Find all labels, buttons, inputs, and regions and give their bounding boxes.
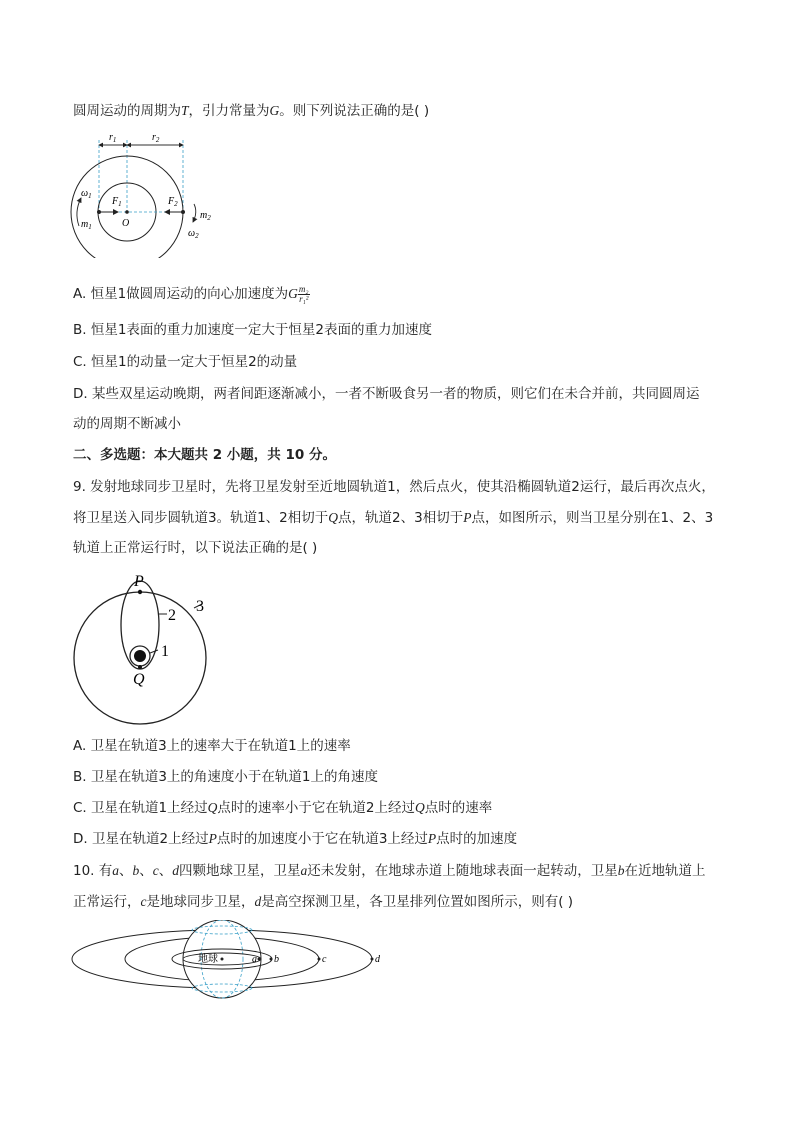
q8-stem-part: 圆周运动的周期为 bbox=[73, 103, 181, 119]
q10-stem-line2 bbox=[73, 892, 573, 912]
O-label: O bbox=[122, 218, 130, 229]
omega2-arrow bbox=[193, 204, 196, 222]
center-O bbox=[125, 210, 129, 214]
Q-label: Q bbox=[133, 671, 145, 688]
satellite-b bbox=[270, 958, 273, 961]
q9-option-D bbox=[73, 829, 517, 849]
star-m1 bbox=[97, 210, 101, 214]
q10-stem-part: 是高空探测卫星，各卫星排列位置如图所示，则有( ) bbox=[261, 894, 574, 910]
fraction-denominator: r₁² bbox=[299, 293, 309, 304]
q8-option-C: C. 恒星1的动量一定大于恒星2的动量 bbox=[73, 354, 298, 370]
F1-label: $F_1$ bbox=[112, 196, 122, 208]
var-a: a bbox=[112, 863, 120, 878]
fraction-numerator: m₂ bbox=[298, 283, 309, 294]
q9-stem-line1: 9. 发射地球同步卫星时，先将卫星发射至近地圆轨道1，然后点火，使其沿椭圆轨道2运行，最后再次点火， bbox=[73, 479, 715, 495]
orbit-transfer-figure bbox=[70, 570, 220, 725]
option-text: 点时的加速度 bbox=[436, 831, 518, 847]
omega1-label: $\omega_1$ bbox=[81, 188, 92, 200]
var-Q: Q bbox=[328, 510, 339, 525]
var-P: P bbox=[208, 831, 217, 846]
option-text: D. 卫星在轨道2上经过 bbox=[73, 831, 209, 847]
q9-stem-part: 点，如图所示，则当卫星分别在1、2、3 bbox=[471, 510, 714, 526]
var-a: a bbox=[300, 863, 308, 878]
q8-option-A bbox=[73, 284, 310, 304]
q8-option-B: B. 恒星1表面的重力加速度一定大于恒星2表面的重力加速度 bbox=[73, 322, 433, 338]
q9-option-C bbox=[73, 798, 492, 818]
separator: 、 bbox=[158, 863, 173, 879]
satellite-a bbox=[258, 958, 261, 961]
d-label: d bbox=[375, 954, 380, 965]
point-P bbox=[138, 590, 142, 594]
option-text: C. 卫星在轨道1上经过 bbox=[73, 800, 208, 816]
point-Q bbox=[138, 665, 142, 669]
var-G: G bbox=[269, 103, 280, 118]
m2-label: $m_2$ bbox=[200, 210, 211, 222]
F2-label: $F_2$ bbox=[168, 196, 178, 208]
star-m2 bbox=[181, 210, 185, 214]
q10-stem-part: 是地球同步卫星， bbox=[146, 894, 255, 910]
satellite-orbits-figure bbox=[70, 920, 390, 1000]
option-text: 点时的速率小于它在轨道2上经过 bbox=[217, 800, 415, 816]
q10-stem-part: 四颗地球卫星，卫星 bbox=[179, 863, 301, 879]
var-d: d bbox=[172, 863, 180, 878]
c-label: c bbox=[322, 954, 327, 965]
r2-label: $r_2$ bbox=[152, 132, 160, 144]
separator: 、 bbox=[119, 863, 133, 879]
var-Q: Q bbox=[207, 800, 218, 815]
q9-option-B: B. 卫星在轨道3上的角速度小于在轨道1上的角速度 bbox=[73, 769, 379, 785]
satellite-c bbox=[318, 958, 321, 961]
var-T: T bbox=[181, 103, 189, 118]
q10-stem-part: 正常运行， bbox=[73, 894, 141, 910]
var-c: c bbox=[140, 894, 147, 909]
q8-stem-part: 。则下列说法正确的是( ) bbox=[279, 103, 430, 119]
option-text: 点时的速率 bbox=[424, 800, 493, 816]
var-d: d bbox=[254, 894, 262, 909]
var-b: b bbox=[617, 863, 625, 878]
q9-stem-part: 将卫星送入同步圆轨道3。轨道1、2相切于 bbox=[73, 510, 329, 526]
var-c: c bbox=[152, 863, 159, 878]
section-heading: 二、多选题：本大题共 2 小题，共 10 分。 bbox=[73, 447, 336, 463]
b-label: b bbox=[274, 954, 279, 965]
label-1: 1 bbox=[161, 643, 169, 660]
var-P: P bbox=[427, 831, 437, 846]
binary-star-figure bbox=[70, 126, 220, 258]
q8-option-D-line2: 动的周期不断减小 bbox=[73, 416, 181, 432]
q8-stem-part: ，引力常量为 bbox=[188, 103, 270, 119]
earth-label: 地球 bbox=[198, 954, 218, 965]
q10-stem-line1 bbox=[73, 861, 706, 881]
label-3: 3 bbox=[196, 598, 204, 615]
q9-stem-line2 bbox=[73, 508, 713, 528]
q10-stem-part: 还未发射，在地球赤道上随地球表面一起转动，卫星 bbox=[307, 863, 618, 879]
fraction bbox=[298, 285, 310, 304]
q9-option-A: A. 卫星在轨道3上的速率大于在轨道1上的速率 bbox=[73, 738, 351, 754]
m1-label: $m_1$ bbox=[81, 219, 92, 231]
var-Q: Q bbox=[414, 800, 425, 815]
var-b: b bbox=[132, 863, 140, 878]
q8-option-D-line1: D. 某些双星运动晚期，两者间距逐渐减小，一者不断吸食另一者的物质，则它们在未合并前，共同圆周运 bbox=[73, 386, 700, 402]
earth-center bbox=[221, 958, 224, 961]
q9-stem-line3: 轨道上正常运行时，以下说法正确的是( ) bbox=[73, 540, 318, 556]
label-2: 2 bbox=[168, 607, 176, 624]
option-text: A. 恒星1做圆周运动的向心加速度为 bbox=[73, 286, 289, 302]
leader-1 bbox=[150, 650, 158, 653]
P-label: P bbox=[134, 573, 144, 590]
r1-label: $r_1$ bbox=[109, 132, 117, 144]
q10-stem-part: 10. 有 bbox=[73, 863, 113, 879]
separator: 、 bbox=[139, 863, 153, 879]
omega2-label: $\omega_2$ bbox=[188, 228, 199, 240]
q8-stem bbox=[73, 101, 429, 121]
q9-stem-part: 点，轨道2、3相切于 bbox=[338, 510, 464, 526]
var-G: G bbox=[288, 286, 298, 301]
a-label: a bbox=[252, 954, 257, 965]
q10-stem-part: 在近地轨道上 bbox=[624, 863, 706, 879]
var-P: P bbox=[463, 510, 472, 525]
earth bbox=[134, 650, 146, 662]
option-text: 点时的加速度小于它在轨道3上经过 bbox=[216, 831, 428, 847]
satellite-d bbox=[371, 958, 374, 961]
